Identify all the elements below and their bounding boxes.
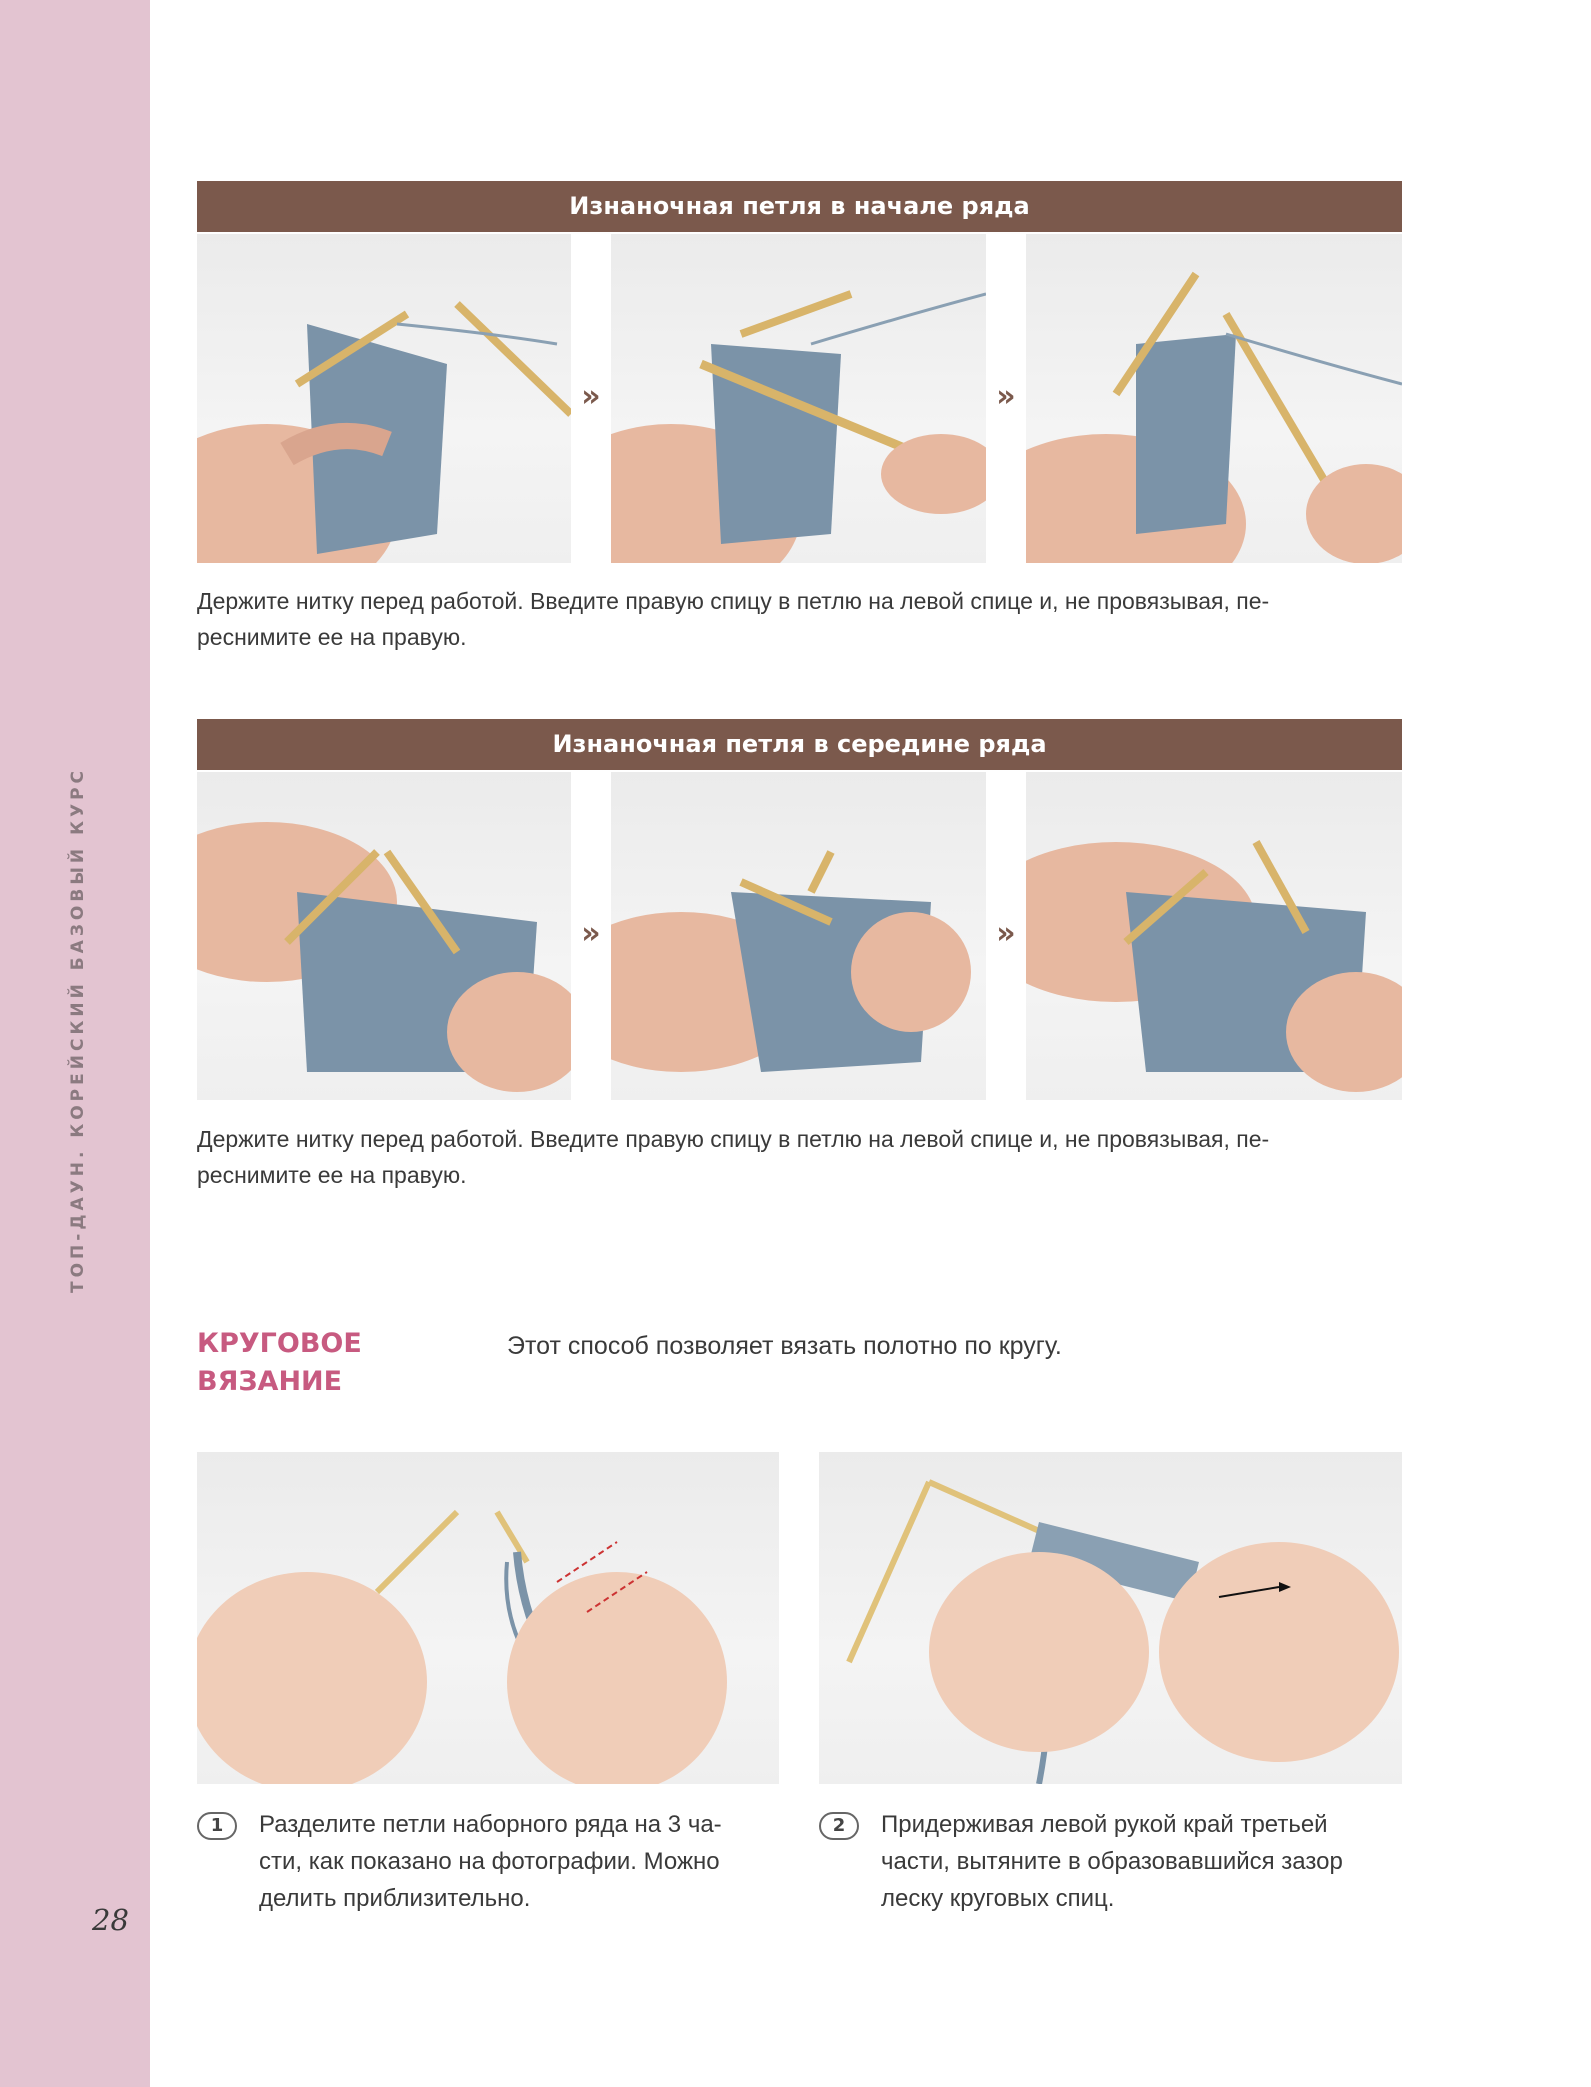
double-chevron-right-icon: » — [581, 916, 601, 951]
photo-purl-middle-step-1 — [197, 772, 571, 1100]
double-chevron-right-icon: » — [996, 916, 1016, 951]
step-text — [881, 1806, 1381, 1917]
photo-circular-step-1 — [197, 1452, 779, 1784]
sidebar-book-title: ТОП-ДАУН. КОРЕЙСКИЙ БАЗОВЫЙ КУРС — [68, 766, 88, 1294]
step-number-badge: 1 — [197, 1812, 237, 1840]
photo-purl-middle-step-3 — [1026, 772, 1402, 1100]
caption-purl-middle — [197, 1121, 1402, 1193]
step-text-line: сти, как показано на фотографии. Можно — [259, 1848, 720, 1875]
caption-line: Держите нитку перед работой. Введите правую спицу в петлю на левой спице и, не провязывая, пе- — [197, 588, 1270, 614]
step-text-line: Разделите петли наборного ряда на 3 ча- — [259, 1811, 722, 1838]
step-text — [259, 1806, 759, 1917]
caption-line: реснимите ее на правую. — [197, 624, 467, 650]
photo-purl-start-step-3 — [1026, 234, 1402, 563]
caption-line: Держите нитку перед работой. Введите правую спицу в петлю на левой спице и, не провязывая, пе- — [197, 1126, 1270, 1152]
step-text-line: делить приблизительно. — [259, 1885, 531, 1912]
caption-line: реснимите ее на правую. — [197, 1162, 467, 1188]
page-number: 28 — [92, 1903, 129, 1937]
section-intro: Этот способ позволяет вязать полотно по кругу. — [507, 1332, 1062, 1360]
caption-purl-start — [197, 583, 1402, 655]
step-text-line: Придерживая левой рукой край третьей — [881, 1811, 1328, 1838]
photo-circular-step-2 — [819, 1452, 1402, 1784]
double-chevron-right-icon: » — [581, 379, 601, 414]
step-text-line: леску круговых спиц. — [881, 1885, 1115, 1912]
section-banner-purl-start: Изнаночная петля в начале ряда — [197, 181, 1402, 232]
section-title-line: ВЯЗАНИЕ — [197, 1366, 343, 1397]
photo-purl-start-step-1 — [197, 234, 571, 563]
photo-purl-middle-step-2 — [611, 772, 986, 1100]
section-banner-purl-middle: Изнаночная петля в середине ряда — [197, 719, 1402, 770]
section-title-circular-knitting — [197, 1325, 417, 1401]
double-chevron-right-icon: » — [996, 379, 1016, 414]
step-text-line: части, вытяните в образовавшийся зазор — [881, 1848, 1343, 1875]
photo-purl-start-step-2 — [611, 234, 986, 563]
step-number-badge: 2 — [819, 1812, 859, 1840]
section-title-line: КРУГОВОЕ — [197, 1328, 362, 1359]
